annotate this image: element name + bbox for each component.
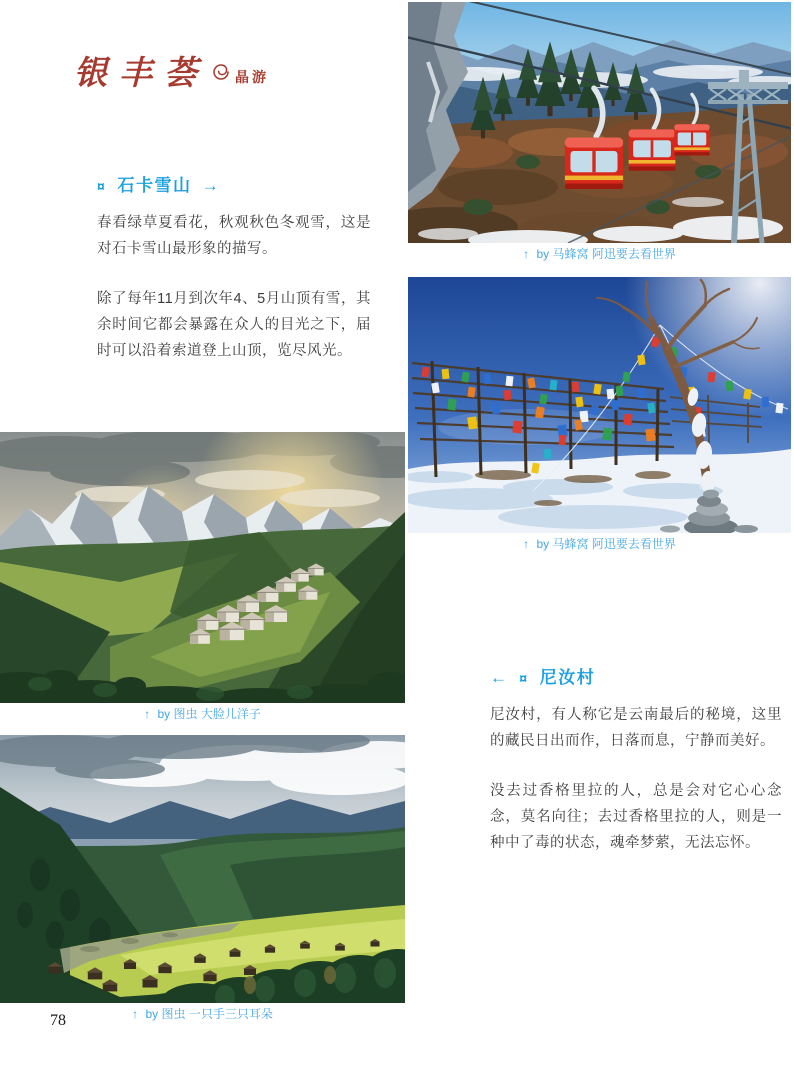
mountain-village-image bbox=[0, 432, 405, 703]
photo-credit: by 图虫 一只手三只耳朵 bbox=[145, 1007, 273, 1021]
photo-credit: by 马蜂窝 阿迅要去看世界 bbox=[536, 247, 676, 261]
brand-name: 银丰荟 bbox=[74, 53, 209, 92]
arrow-up-icon: ↑ bbox=[523, 247, 530, 261]
photo-caption bbox=[408, 243, 791, 265]
arrow-left-icon: ← bbox=[490, 668, 507, 687]
cable-car-image bbox=[408, 2, 791, 243]
paragraph: 春看绿草夏看花，秋观秋色冬观雪，这是对石卡雪山最形象的描写。 bbox=[97, 215, 371, 257]
section-niru-village bbox=[490, 666, 782, 856]
section-heading bbox=[490, 666, 782, 690]
prayer-flags-image bbox=[408, 277, 791, 533]
paragraph: 没去过香格里拉的人，总是会对它心心念念，莫名向往；去过香格里拉的人，则是一种中了毒的状态，魂牵梦萦，无法忘怀。 bbox=[490, 783, 782, 851]
section-title: 石卡雪山 bbox=[117, 176, 192, 195]
arrow-up-icon: ↑ bbox=[523, 537, 530, 551]
brand-logo bbox=[74, 53, 269, 92]
arrow-right-icon: → bbox=[201, 176, 219, 195]
photo-mountain-village bbox=[0, 432, 405, 725]
sun-bullet-icon: ¤ bbox=[97, 178, 107, 194]
photo-meadow bbox=[0, 735, 405, 1025]
photo-caption bbox=[408, 533, 791, 555]
arrow-up-icon: ↑ bbox=[144, 707, 151, 721]
paragraph: 除了每年11月到次年4、5月山顶有雪，其余时间它都会暴露在众人的目光之下，届时可以沿着索道登上山顶，览尽风光。 bbox=[97, 291, 371, 359]
swirl-icon bbox=[211, 62, 231, 87]
sun-bullet-icon: ¤ bbox=[519, 670, 529, 686]
photo-credit: by 马蜂窝 阿迅要去看世界 bbox=[536, 537, 676, 551]
section-heading bbox=[97, 174, 371, 198]
brand-tagline: 晶游 bbox=[235, 69, 269, 85]
photo-cable-car bbox=[408, 2, 791, 265]
arrow-up-icon: ↑ bbox=[132, 1007, 139, 1021]
photo-caption bbox=[0, 703, 405, 725]
meadow-image bbox=[0, 735, 405, 1003]
section-title: 尼汝村 bbox=[539, 668, 596, 687]
page-number: 78 bbox=[50, 1012, 66, 1029]
photo-prayer-flags bbox=[408, 277, 791, 555]
paragraph: 尼汝村，有人称它是云南最后的秘境，这里的藏民日出而作，日落而息，宁静而美好。 bbox=[490, 707, 782, 749]
section-shika-snow-mountain bbox=[97, 174, 371, 364]
photo-credit: by 图虫 大脸儿洋子 bbox=[157, 707, 261, 721]
